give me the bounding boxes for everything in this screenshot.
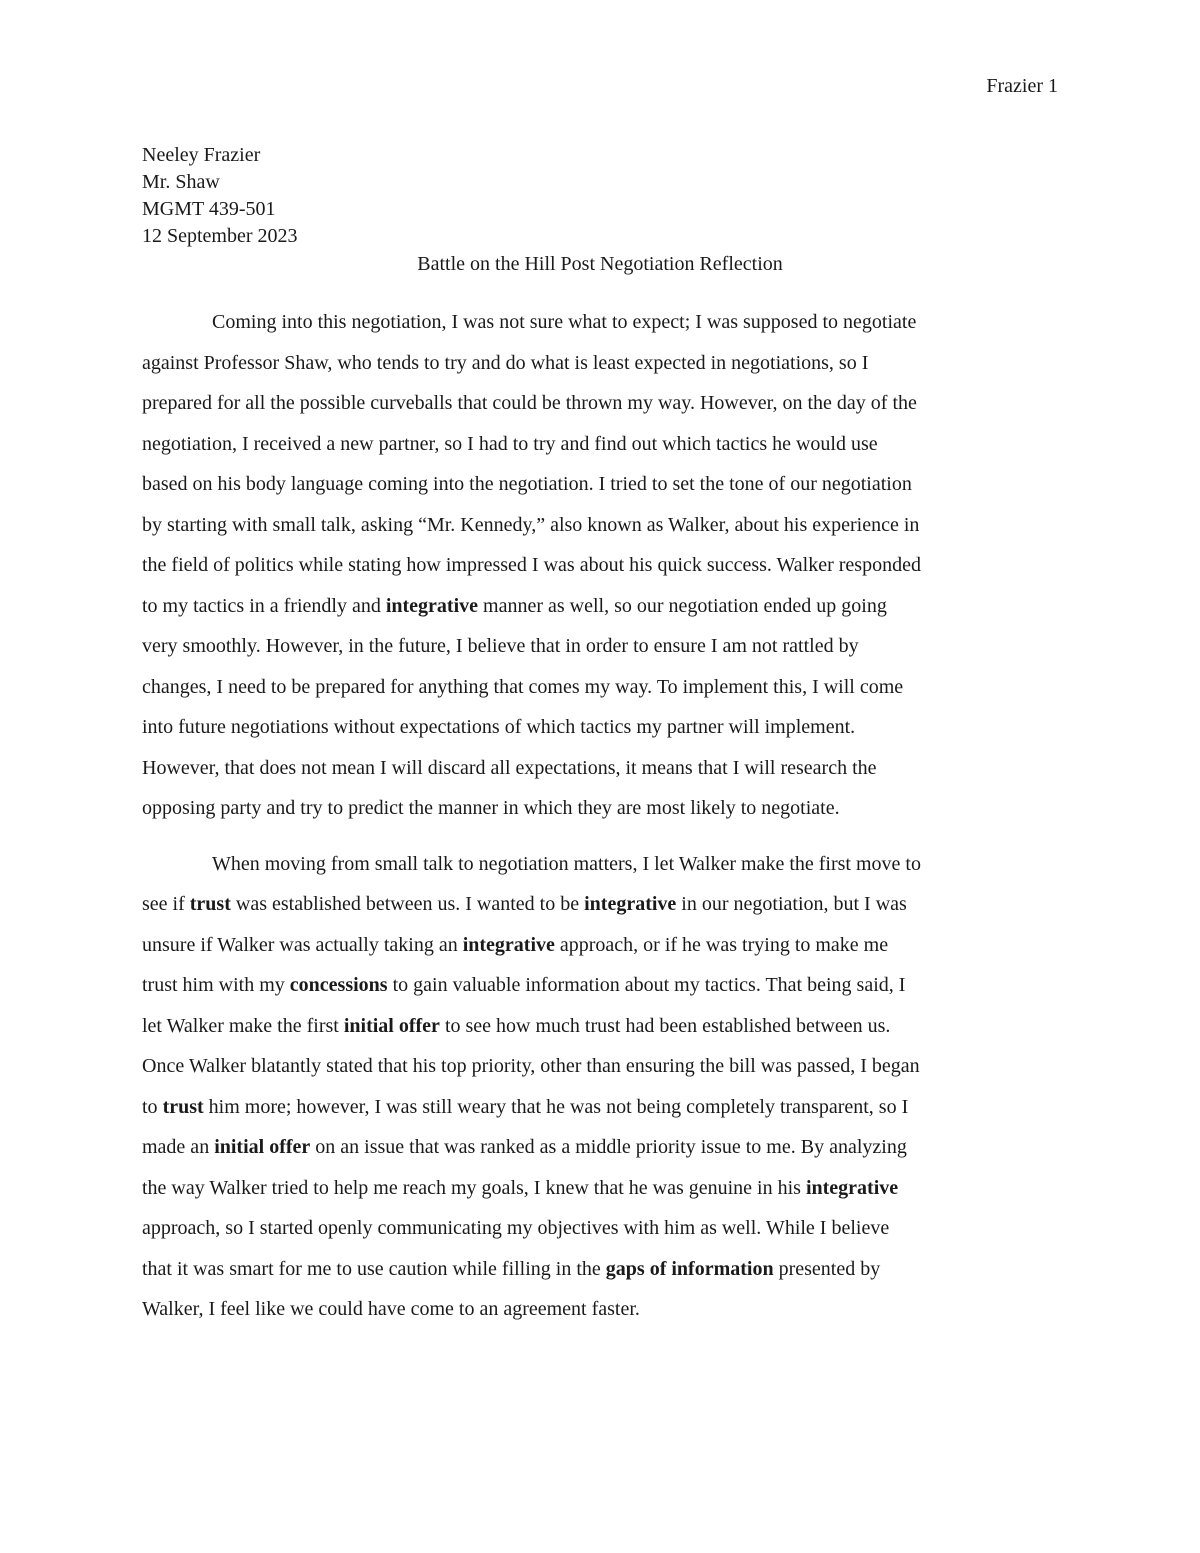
running-head: Frazier 1 [986, 75, 1058, 97]
key-term: initial offer [343, 1014, 440, 1037]
paragraph-line [142, 545, 1062, 586]
text-run: by starting with small talk, asking “Mr. Kennedy,” also known as Walker, about his experience in [142, 513, 920, 536]
text-run: based on his body language coming into the negotiation. I tried to set the tone of our negotiation [142, 473, 912, 495]
text-run: opposing party and try to predict the manner in which they are most likely to negotiate. [142, 797, 840, 819]
text-run: against Professor Shaw, who tends to try and do what is least expected in negotiations, so I [142, 351, 869, 374]
text-run: to [142, 1095, 163, 1118]
text-run: to gain valuable information about my tactics. That being said, I [387, 974, 906, 996]
paragraph-line [142, 586, 1062, 627]
course-number: MGMT 439-501 [142, 198, 276, 220]
text-run: was established between us. I wanted to be [230, 893, 585, 915]
essay-paragraph [142, 844, 1062, 1330]
paragraph-line [142, 884, 1062, 925]
key-term: integrative [462, 933, 555, 956]
paragraph-line [142, 1006, 1062, 1047]
text-run: see if [142, 893, 190, 915]
essay-title: Battle on the Hill Post Negotiation Reflection [417, 253, 783, 275]
text-run: unsure if Walker was actually taking an [142, 933, 463, 956]
key-term: trust [162, 1095, 204, 1118]
text-run: presented by [773, 1257, 881, 1280]
paragraph-line [142, 844, 1062, 885]
instructor-name: Mr. Shaw [142, 171, 220, 193]
paragraph-line [142, 788, 1062, 829]
text-run: made an [142, 1136, 215, 1158]
text-run: When moving from small talk to negotiation matters, I let Walker make the first move to [212, 852, 921, 875]
text-run: to see how much trust had been established between us. [439, 1014, 891, 1037]
submission-date: 12 September 2023 [142, 225, 298, 247]
paragraph-line [142, 748, 1062, 789]
paragraph-line [142, 464, 1062, 505]
text-run: on an issue that was ranked as a middle priority issue to me. By analyzing [310, 1136, 907, 1158]
text-run: the way Walker tried to help me reach my goals, I knew that he was genuine in his [142, 1176, 806, 1199]
text-run: Once Walker blatantly stated that his top priority, other than ensuring the bill was passed, I began [142, 1055, 920, 1077]
key-term: integrative [584, 893, 677, 915]
text-run: changes, I need to be prepared for anything that comes my way. To implement this, I will come [142, 675, 904, 698]
paragraph-line [142, 1289, 1062, 1330]
text-run: the field of politics while stating how impressed I was about his quick success. Walker responded [142, 554, 921, 576]
paragraph-line [142, 1249, 1062, 1290]
key-term: gaps of information [605, 1257, 774, 1280]
paragraph-line [142, 1208, 1062, 1249]
text-run: that it was smart for me to use caution while filling in the [142, 1257, 606, 1280]
text-run: approach, so I started openly communicating my objectives with him as well. While I believe [142, 1217, 890, 1239]
paragraph-line [142, 1168, 1062, 1209]
paragraph-line [142, 626, 1062, 667]
text-run: negotiation, I received a new partner, so I had to try and find out which tactics he would use [142, 432, 878, 455]
essay-paragraph [142, 302, 1062, 829]
key-term: integrative [805, 1176, 899, 1199]
text-run: Walker, I feel like we could have come to an agreement faster. [142, 1298, 640, 1320]
text-run: approach, or if he was trying to make me [554, 933, 889, 956]
mla-heading [142, 142, 1058, 278]
paragraph-line [142, 383, 1062, 424]
paragraph-line [142, 505, 1062, 546]
paragraph-line [142, 302, 1062, 343]
text-run: trust him with my [142, 974, 290, 996]
key-term: concessions [289, 974, 388, 996]
paragraph-line [142, 925, 1062, 966]
key-term: initial offer [214, 1136, 311, 1158]
paragraph-line [142, 1127, 1062, 1168]
text-run: manner as well, so our negotiation ended up going [478, 594, 887, 617]
paragraph-line [142, 667, 1062, 708]
text-run: into future negotiations without expectations of which tactics my partner will implement. [142, 716, 856, 738]
text-run: him more; however, I was still weary that he was not being completely transparent, so I [203, 1095, 909, 1118]
paragraph-line [142, 707, 1062, 748]
text-run: prepared for all the possible curveballs that could be thrown my way. However, on the day of the [142, 392, 917, 414]
text-run: to my tactics in a friendly and [142, 594, 386, 617]
text-run: very smoothly. However, in the future, I believe that in order to ensure I am not rattled by [142, 635, 859, 657]
paragraph-line [142, 1046, 1062, 1087]
paragraph-line [142, 965, 1062, 1006]
text-run: let Walker make the first [142, 1014, 344, 1037]
student-name: Neeley Frazier [142, 144, 261, 166]
key-term: trust [189, 893, 231, 915]
paragraph-line [142, 1087, 1062, 1128]
essay-body [142, 302, 1062, 1330]
key-term: integrative [385, 594, 479, 617]
text-run: in our negotiation, but I was [676, 893, 907, 915]
text-run: However, that does not mean I will discard all expectations, it means that I will research the [142, 756, 877, 779]
text-run: Coming into this negotiation, I was not sure what to expect; I was supposed to negotiate [212, 311, 917, 333]
paragraph-line [142, 424, 1062, 465]
paragraph-line [142, 343, 1062, 384]
